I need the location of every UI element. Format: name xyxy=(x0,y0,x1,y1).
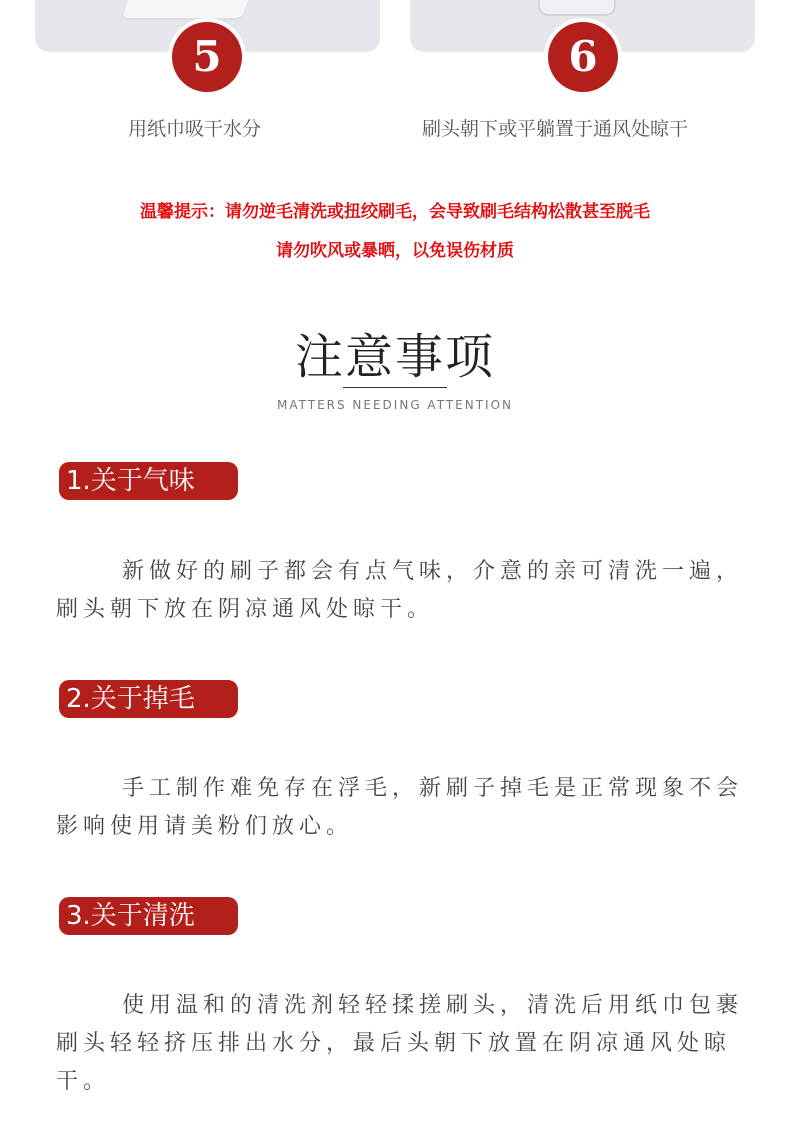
tissue-image xyxy=(122,0,249,18)
warning-tip-1: 温馨提示：请勿逆毛清洗或扭绞刷毛，会导致刷毛结构松散甚至脱毛 xyxy=(140,202,650,222)
section-tag-cleaning: 3.关于清洗 xyxy=(59,897,238,935)
step-6-caption: 刷头朝下或平躺置于通风处晾干 xyxy=(422,118,689,140)
step-6-badge: 6 xyxy=(548,22,618,92)
jar-image xyxy=(538,0,616,16)
section-text-shedding: 手工制作难免存在浮毛，新刷子掉毛是正常现象不会影响使用请美粉们放心。 xyxy=(56,776,744,839)
notice-title: 注意事项 xyxy=(294,329,495,385)
title-divider xyxy=(343,387,447,388)
step-5-badge: 5 xyxy=(172,22,242,92)
step-5-caption: 用纸巾吸干水分 xyxy=(128,118,262,140)
section-text-smell: 新做好的刷子都会有点气味，介意的亲可清洗一遍，刷头朝下放在阴凉通风处晾干。 xyxy=(56,559,744,622)
warning-tip-2: 请勿吹风或暴晒，以免误伤材质 xyxy=(276,241,514,261)
notice-subtitle: MATTERS NEEDING ATTENTION xyxy=(276,398,514,412)
section-tag-smell: 1.关于气味 xyxy=(59,462,238,500)
section-text-cleaning: 使用温和的清洗剂轻轻揉搓刷头，清洗后用纸巾包裹刷头轻轻挤压排出水分，最后头朝下放置在阴凉通风处晾干。 xyxy=(56,993,744,1094)
section-tag-shedding: 2.关于掉毛 xyxy=(59,680,238,718)
